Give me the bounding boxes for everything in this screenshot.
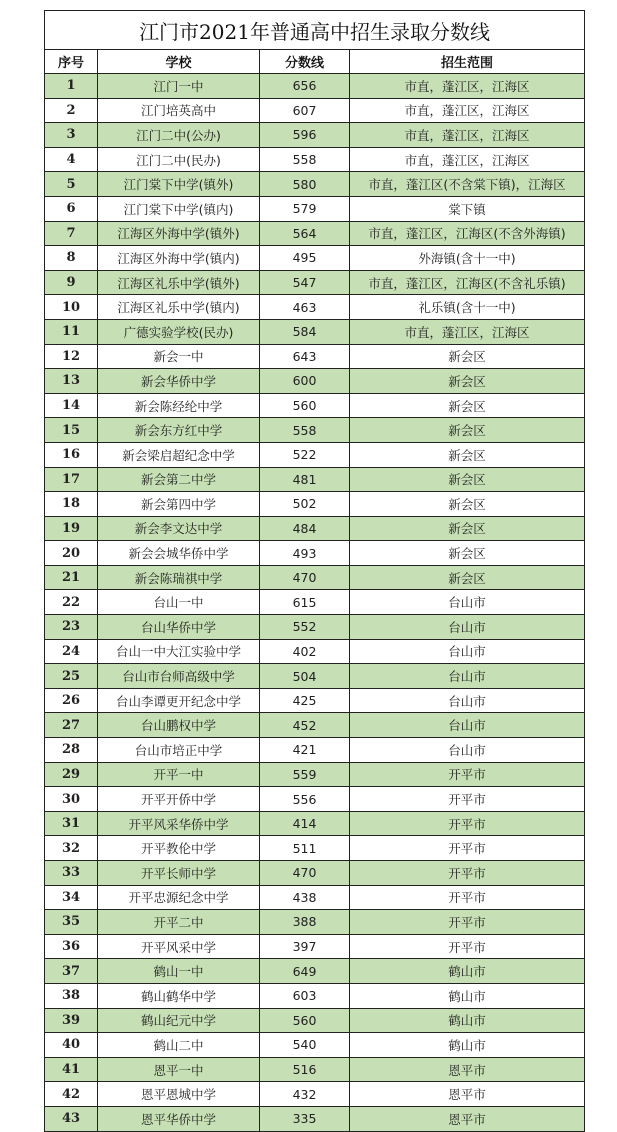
table-row [45, 1008, 585, 1033]
row-score: 656 [260, 74, 350, 99]
row-score: 580 [260, 172, 350, 197]
row-score: 558 [260, 147, 350, 172]
row-school: 鹤山二中 [98, 1033, 260, 1058]
header-school: 学校 [98, 50, 260, 74]
row-number: 40 [45, 1033, 98, 1058]
row-score: 484 [260, 516, 350, 541]
row-school: 新会东方红中学 [98, 418, 260, 443]
table-row [45, 615, 585, 640]
table-row [45, 787, 585, 812]
row-school: 江门二中(民办) [98, 147, 260, 172]
row-score: 584 [260, 319, 350, 344]
row-score: 540 [260, 1033, 350, 1058]
row-school: 开平开侨中学 [98, 787, 260, 812]
row-score: 402 [260, 639, 350, 664]
row-score: 397 [260, 934, 350, 959]
table-row [45, 344, 585, 369]
row-score: 463 [260, 295, 350, 320]
row-number: 4 [45, 147, 98, 172]
row-school: 台山市培正中学 [98, 738, 260, 763]
row-number: 30 [45, 787, 98, 812]
row-number: 37 [45, 959, 98, 984]
row-range: 新会区 [350, 393, 585, 418]
row-school: 江门棠下中学(镇外) [98, 172, 260, 197]
row-range: 新会区 [350, 418, 585, 443]
row-number: 38 [45, 983, 98, 1008]
row-range: 开平市 [350, 811, 585, 836]
row-school: 江门二中(公办) [98, 123, 260, 148]
row-number: 17 [45, 467, 98, 492]
row-number: 43 [45, 1106, 98, 1131]
row-range: 鹤山市 [350, 983, 585, 1008]
row-score: 607 [260, 98, 350, 123]
row-number: 24 [45, 639, 98, 664]
row-score: 421 [260, 738, 350, 763]
row-school: 恩平恩城中学 [98, 1082, 260, 1107]
row-range: 开平市 [350, 910, 585, 935]
row-range: 鹤山市 [350, 959, 585, 984]
row-range: 市直，蓬江区，江海区(不含礼乐镇) [350, 270, 585, 295]
row-range: 新会区 [350, 467, 585, 492]
row-range: 鹤山市 [350, 1033, 585, 1058]
row-number: 10 [45, 295, 98, 320]
row-range: 台山市 [350, 664, 585, 689]
row-school: 新会第四中学 [98, 492, 260, 517]
row-school: 新会李文达中学 [98, 516, 260, 541]
table-row [45, 885, 585, 910]
table-row [45, 467, 585, 492]
row-school: 新会会城华侨中学 [98, 541, 260, 566]
row-school: 鹤山一中 [98, 959, 260, 984]
row-score: 522 [260, 442, 350, 467]
table-row [45, 713, 585, 738]
table-row [45, 270, 585, 295]
row-school: 开平忠源纪念中学 [98, 885, 260, 910]
table-row [45, 565, 585, 590]
admission-score-sheet [44, 10, 584, 1132]
table-row [45, 1082, 585, 1107]
row-range: 市直，蓬江区，江海区(不含外海镇) [350, 221, 585, 246]
header-number: 序号 [45, 50, 98, 74]
row-score: 559 [260, 762, 350, 787]
row-number: 41 [45, 1057, 98, 1082]
row-number: 11 [45, 319, 98, 344]
row-range: 开平市 [350, 934, 585, 959]
row-number: 22 [45, 590, 98, 615]
row-school: 开平风采华侨中学 [98, 811, 260, 836]
row-range: 台山市 [350, 713, 585, 738]
row-number: 25 [45, 664, 98, 689]
row-school: 新会一中 [98, 344, 260, 369]
table-row [45, 590, 585, 615]
row-range: 开平市 [350, 787, 585, 812]
table-row [45, 393, 585, 418]
row-range: 礼乐镇(含十一中) [350, 295, 585, 320]
row-range: 新会区 [350, 369, 585, 394]
table-row [45, 639, 585, 664]
row-school: 开平一中 [98, 762, 260, 787]
row-school: 江海区礼乐中学(镇内) [98, 295, 260, 320]
row-number: 36 [45, 934, 98, 959]
row-score: 470 [260, 565, 350, 590]
row-score: 560 [260, 393, 350, 418]
row-school: 江海区礼乐中学(镇外) [98, 270, 260, 295]
row-number: 1 [45, 74, 98, 99]
row-range: 棠下镇 [350, 196, 585, 221]
row-number: 23 [45, 615, 98, 640]
row-number: 26 [45, 688, 98, 713]
table-title: 江门市2021年普通高中招生录取分数线 [45, 11, 585, 50]
row-school: 恩平华侨中学 [98, 1106, 260, 1131]
row-school: 江门棠下中学(镇内) [98, 196, 260, 221]
table-row [45, 98, 585, 123]
row-range: 新会区 [350, 541, 585, 566]
row-number: 5 [45, 172, 98, 197]
table-row [45, 541, 585, 566]
row-score: 388 [260, 910, 350, 935]
row-range: 台山市 [350, 590, 585, 615]
table-row [45, 123, 585, 148]
row-school: 台山市台师高级中学 [98, 664, 260, 689]
row-range: 市直，蓬江区，江海区 [350, 147, 585, 172]
row-number: 21 [45, 565, 98, 590]
row-number: 3 [45, 123, 98, 148]
row-school: 恩平一中 [98, 1057, 260, 1082]
row-range: 新会区 [350, 442, 585, 467]
row-number: 2 [45, 98, 98, 123]
table-row [45, 688, 585, 713]
table-row [45, 959, 585, 984]
row-score: 493 [260, 541, 350, 566]
row-number: 32 [45, 836, 98, 861]
row-school: 江海区外海中学(镇外) [98, 221, 260, 246]
row-score: 470 [260, 861, 350, 886]
row-score: 495 [260, 246, 350, 271]
row-range: 台山市 [350, 738, 585, 763]
row-range: 市直，蓬江区，江海区 [350, 74, 585, 99]
row-school: 江海区外海中学(镇内) [98, 246, 260, 271]
row-school: 开平二中 [98, 910, 260, 935]
row-range: 台山市 [350, 688, 585, 713]
row-score: 335 [260, 1106, 350, 1131]
row-range: 台山市 [350, 615, 585, 640]
table-row [45, 221, 585, 246]
row-number: 15 [45, 418, 98, 443]
row-score: 615 [260, 590, 350, 615]
row-range: 外海镇(含十一中) [350, 246, 585, 271]
row-number: 20 [45, 541, 98, 566]
row-school: 新会陈瑞祺中学 [98, 565, 260, 590]
table-row [45, 492, 585, 517]
table-row [45, 934, 585, 959]
row-school: 开平长师中学 [98, 861, 260, 886]
row-number: 19 [45, 516, 98, 541]
header-row [45, 50, 585, 74]
row-score: 481 [260, 467, 350, 492]
row-range: 恩平市 [350, 1106, 585, 1131]
row-number: 28 [45, 738, 98, 763]
table-row [45, 172, 585, 197]
row-range: 市直，蓬江区，江海区 [350, 319, 585, 344]
table-row [45, 319, 585, 344]
row-number: 31 [45, 811, 98, 836]
row-score: 596 [260, 123, 350, 148]
row-score: 438 [260, 885, 350, 910]
row-score: 643 [260, 344, 350, 369]
row-score: 556 [260, 787, 350, 812]
table-row [45, 74, 585, 99]
row-number: 8 [45, 246, 98, 271]
row-number: 29 [45, 762, 98, 787]
table-row [45, 246, 585, 271]
row-score: 649 [260, 959, 350, 984]
row-score: 600 [260, 369, 350, 394]
row-school: 台山一中大江实验中学 [98, 639, 260, 664]
score-table [44, 10, 585, 1132]
row-school: 鹤山鹤华中学 [98, 983, 260, 1008]
row-score: 579 [260, 196, 350, 221]
table-row [45, 1033, 585, 1058]
row-score: 432 [260, 1082, 350, 1107]
row-score: 425 [260, 688, 350, 713]
row-school: 开平教伦中学 [98, 836, 260, 861]
row-score: 558 [260, 418, 350, 443]
row-number: 35 [45, 910, 98, 935]
row-school: 台山一中 [98, 590, 260, 615]
row-school: 新会陈经纶中学 [98, 393, 260, 418]
row-score: 452 [260, 713, 350, 738]
table-row [45, 983, 585, 1008]
table-row [45, 762, 585, 787]
row-range: 新会区 [350, 565, 585, 590]
table-row [45, 196, 585, 221]
row-score: 414 [260, 811, 350, 836]
row-school: 鹤山纪元中学 [98, 1008, 260, 1033]
row-number: 14 [45, 393, 98, 418]
row-range: 开平市 [350, 762, 585, 787]
table-row [45, 738, 585, 763]
row-score: 502 [260, 492, 350, 517]
row-score: 603 [260, 983, 350, 1008]
table-row [45, 147, 585, 172]
row-number: 33 [45, 861, 98, 886]
row-range: 开平市 [350, 861, 585, 886]
row-number: 39 [45, 1008, 98, 1033]
row-number: 9 [45, 270, 98, 295]
row-range: 新会区 [350, 492, 585, 517]
row-school: 江门一中 [98, 74, 260, 99]
header-range: 招生范围 [350, 50, 585, 74]
table-row [45, 811, 585, 836]
row-school: 广德实验学校(民办) [98, 319, 260, 344]
row-school: 江门培英高中 [98, 98, 260, 123]
row-school: 台山李谭更开纪念中学 [98, 688, 260, 713]
table-row [45, 861, 585, 886]
row-range: 开平市 [350, 836, 585, 861]
row-range: 市直，蓬江区(不含棠下镇)，江海区 [350, 172, 585, 197]
row-school: 台山鹏权中学 [98, 713, 260, 738]
row-range: 市直，蓬江区，江海区 [350, 123, 585, 148]
table-row [45, 1106, 585, 1131]
row-score: 564 [260, 221, 350, 246]
row-range: 鹤山市 [350, 1008, 585, 1033]
table-row [45, 1057, 585, 1082]
row-number: 6 [45, 196, 98, 221]
row-score: 504 [260, 664, 350, 689]
header-score: 分数线 [260, 50, 350, 74]
row-score: 560 [260, 1008, 350, 1033]
row-school: 新会第二中学 [98, 467, 260, 492]
row-range: 市直，蓬江区，江海区 [350, 98, 585, 123]
row-range: 新会区 [350, 516, 585, 541]
table-row [45, 418, 585, 443]
table-row [45, 369, 585, 394]
row-score: 516 [260, 1057, 350, 1082]
row-number: 16 [45, 442, 98, 467]
table-row [45, 910, 585, 935]
row-number: 7 [45, 221, 98, 246]
row-number: 18 [45, 492, 98, 517]
table-row [45, 516, 585, 541]
row-score: 547 [260, 270, 350, 295]
table-row [45, 442, 585, 467]
row-number: 12 [45, 344, 98, 369]
row-range: 开平市 [350, 885, 585, 910]
row-range: 新会区 [350, 344, 585, 369]
row-score: 511 [260, 836, 350, 861]
row-number: 27 [45, 713, 98, 738]
row-school: 新会华侨中学 [98, 369, 260, 394]
row-range: 台山市 [350, 639, 585, 664]
row-number: 13 [45, 369, 98, 394]
row-range: 恩平市 [350, 1082, 585, 1107]
row-number: 42 [45, 1082, 98, 1107]
table-body [45, 74, 585, 1132]
row-school: 开平风采中学 [98, 934, 260, 959]
table-row [45, 295, 585, 320]
row-number: 34 [45, 885, 98, 910]
row-score: 552 [260, 615, 350, 640]
table-row [45, 836, 585, 861]
row-range: 恩平市 [350, 1057, 585, 1082]
row-school: 新会梁启超纪念中学 [98, 442, 260, 467]
table-row [45, 664, 585, 689]
row-school: 台山华侨中学 [98, 615, 260, 640]
